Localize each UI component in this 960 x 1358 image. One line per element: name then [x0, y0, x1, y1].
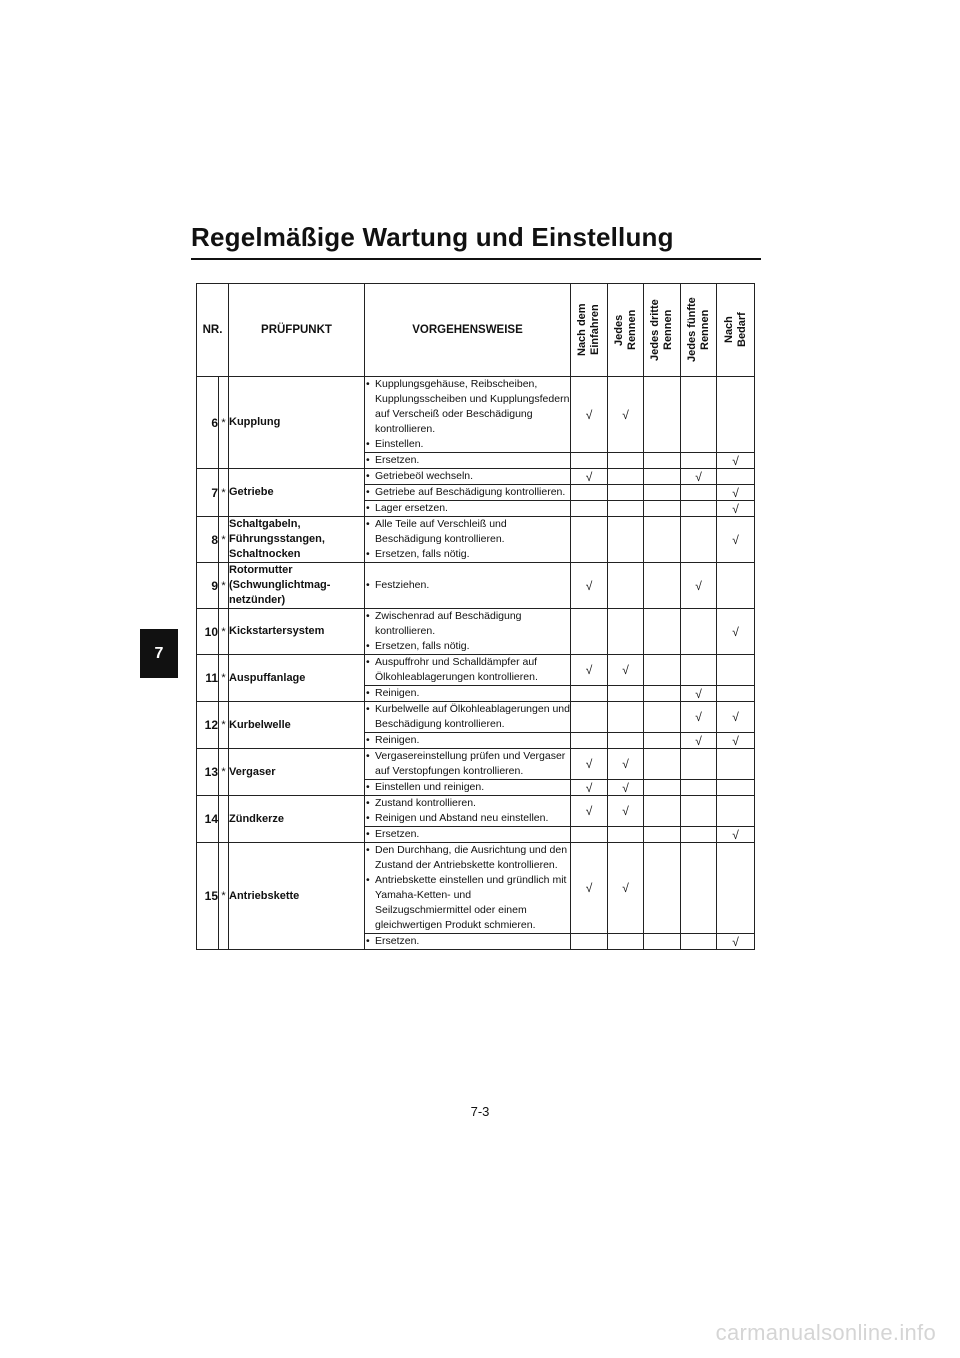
interval-cell: [608, 517, 644, 563]
interval-cell: [717, 843, 755, 934]
check-mark: √: [717, 827, 755, 843]
header-interval-every-race: Jedes Rennen: [608, 284, 644, 377]
check-mark: √: [681, 469, 717, 485]
check-item-line: netzünder): [229, 594, 286, 606]
table-row: [197, 469, 755, 485]
check-item: [229, 796, 365, 843]
check-item-line: Vergaser: [229, 765, 276, 778]
procedure-step: • Einstellen.: [365, 437, 570, 452]
procedure-step: • Reinigen und Abstand neu einstellen.: [365, 811, 570, 826]
check-mark: √: [681, 733, 717, 749]
procedure-cell: [365, 501, 571, 517]
table-row: [197, 609, 755, 655]
table-row: [197, 749, 755, 780]
page-number: 7-3: [470, 1104, 490, 1119]
row-number: 9: [197, 563, 219, 609]
check-item-line: Rotormutter: [229, 564, 293, 576]
procedure-cell: [365, 843, 571, 934]
interval-cell: [608, 827, 644, 843]
interval-cell: [717, 655, 755, 686]
row-number: 8: [197, 517, 219, 563]
check-mark: √: [608, 780, 644, 796]
table-row: [197, 702, 755, 733]
check-mark: √: [717, 733, 755, 749]
procedure-step: • Reinigen.: [365, 733, 570, 748]
interval-cell: [608, 702, 644, 733]
interval-cell: [717, 780, 755, 796]
dealer-service-marker: *: [219, 843, 229, 950]
interval-cell: [681, 780, 717, 796]
dealer-service-marker: *: [219, 655, 229, 702]
header-item: PRÜFPUNKT: [229, 284, 365, 377]
interval-cell: [571, 827, 608, 843]
check-item: [229, 609, 365, 655]
interval-cell: [644, 827, 681, 843]
interval-cell: [644, 780, 681, 796]
check-item-line: Kurbelwelle: [229, 718, 291, 731]
table-row: [197, 655, 755, 686]
check-item: [229, 702, 365, 749]
check-mark: √: [681, 563, 717, 609]
procedure-cell: [365, 609, 571, 655]
check-item: [229, 377, 365, 469]
watermark: carmanualsonline.info: [715, 1320, 936, 1345]
procedure-step: • Festziehen.: [365, 578, 570, 593]
dealer-service-marker: *: [219, 517, 229, 563]
check-item: [229, 563, 365, 609]
interval-cell: [681, 485, 717, 501]
procedure-cell: [365, 827, 571, 843]
interval-cell: [608, 469, 644, 485]
header-interval-as-required: Nach Bedarf: [717, 284, 755, 377]
interval-cell: [571, 609, 608, 655]
interval-cell: [571, 934, 608, 950]
interval-cell: [644, 501, 681, 517]
procedure-step: • Ersetzen.: [365, 934, 570, 949]
check-mark: √: [681, 686, 717, 702]
check-mark: √: [571, 749, 608, 780]
header-nr: NR.: [197, 284, 229, 377]
interval-cell: [608, 934, 644, 950]
page-title: Regelmäßige Wartung und Einstellung: [191, 222, 761, 260]
interval-cell: [644, 377, 681, 453]
dealer-service-marker: *: [219, 563, 229, 609]
interval-cell: [644, 563, 681, 609]
interval-cell: [644, 485, 681, 501]
table-body: [197, 377, 755, 950]
check-mark: √: [571, 796, 608, 827]
interval-cell: [608, 563, 644, 609]
header-procedure: VORGEHENSWEISE: [365, 284, 571, 377]
procedure-step: • Alle Teile auf Verschleiß und Beschädigung kontrollieren.: [365, 517, 570, 547]
procedure-step: • Ersetzen, falls nötig.: [365, 547, 570, 562]
check-item: [229, 655, 365, 702]
procedure-cell: [365, 469, 571, 485]
chapter-tab: 7: [140, 629, 178, 678]
interval-cell: [681, 749, 717, 780]
interval-cell: [571, 453, 608, 469]
dealer-service-marker: *: [219, 469, 229, 517]
row-number: 13: [197, 749, 219, 796]
interval-cell: [644, 609, 681, 655]
procedure-step: • Auspuffrohr und Schalldämpfer auf Ölkohleablagerungen kontrollieren.: [365, 655, 570, 685]
procedure-cell: [365, 780, 571, 796]
interval-cell: [717, 796, 755, 827]
procedure-cell: [365, 702, 571, 733]
interval-cell: [681, 934, 717, 950]
interval-cell: [571, 517, 608, 563]
interval-cell: [644, 843, 681, 934]
interval-cell: [717, 377, 755, 453]
interval-cell: [644, 733, 681, 749]
check-item: [229, 843, 365, 950]
procedure-step: • Zustand kontrollieren.: [365, 796, 570, 811]
dealer-service-marker: *: [219, 749, 229, 796]
procedure-step: • Einstellen und reinigen.: [365, 780, 570, 795]
check-mark: √: [717, 517, 755, 563]
check-item: [229, 749, 365, 796]
table-row: [197, 377, 755, 453]
table-row: [197, 563, 755, 609]
check-mark: √: [717, 501, 755, 517]
check-item-line: Führungsstangen,: [229, 533, 325, 545]
check-item: [229, 469, 365, 517]
interval-cell: [717, 686, 755, 702]
procedure-cell: [365, 485, 571, 501]
procedure-step: • Ersetzen, falls nötig.: [365, 639, 570, 654]
check-mark: √: [571, 469, 608, 485]
interval-cell: [571, 501, 608, 517]
interval-cell: [644, 655, 681, 686]
procedure-step: • Den Durchhang, die Ausrichtung und den Zustand der Antriebskette kontrollieren.: [365, 843, 570, 873]
procedure-cell: [365, 655, 571, 686]
check-item-line: Zündkerze: [229, 812, 285, 825]
interval-cell: [681, 453, 717, 469]
header-interval-every-third-race: Jedes dritte Rennen: [644, 284, 681, 377]
row-number: 12: [197, 702, 219, 749]
interval-cell: [608, 686, 644, 702]
interval-cell: [644, 702, 681, 733]
dealer-service-marker: *: [219, 702, 229, 749]
table-header-row: [197, 284, 755, 377]
interval-cell: [644, 796, 681, 827]
check-item-line: Auspuffanlage: [229, 671, 306, 684]
procedure-step: • Kurbelwelle auf Ölkohleablagerungen und Beschädigung kontrollieren.: [365, 702, 570, 732]
procedure-cell: [365, 934, 571, 950]
procedure-step: • Lager ersetzen.: [365, 501, 570, 516]
procedure-step: • Kupplungsgehäuse, Reibscheiben, Kupplungsscheiben und Kupplungsfedern auf Verscheiß oder Beschädigung kontrollieren.: [365, 377, 570, 437]
interval-cell: [681, 377, 717, 453]
check-mark: √: [571, 563, 608, 609]
check-item-line: Getriebe: [229, 486, 274, 498]
interval-cell: [571, 702, 608, 733]
check-mark: √: [608, 843, 644, 934]
dealer-service-marker: *: [219, 609, 229, 655]
check-mark: √: [717, 702, 755, 733]
row-number: 15: [197, 843, 219, 950]
check-item-line: Kupplung: [229, 416, 281, 428]
check-item-line: (Schwunglichtmag-: [229, 579, 331, 591]
check-mark: √: [571, 780, 608, 796]
interval-cell: [608, 609, 644, 655]
procedure-step: • Reinigen.: [365, 686, 570, 701]
interval-cell: [681, 609, 717, 655]
interval-cell: [681, 827, 717, 843]
interval-cell: [608, 733, 644, 749]
check-mark: √: [717, 609, 755, 655]
table-row: [197, 517, 755, 563]
interval-cell: [717, 749, 755, 780]
row-number: 10: [197, 609, 219, 655]
procedure-cell: [365, 686, 571, 702]
interval-cell: [717, 563, 755, 609]
procedure-step: • Getriebeöl wechseln.: [365, 469, 570, 484]
check-mark: √: [717, 485, 755, 501]
procedure-cell: [365, 563, 571, 609]
check-mark: √: [608, 377, 644, 453]
row-number: 14: [197, 796, 219, 843]
check-mark: √: [717, 453, 755, 469]
interval-cell: [681, 796, 717, 827]
check-mark: √: [608, 796, 644, 827]
interval-cell: [644, 749, 681, 780]
interval-cell: [608, 485, 644, 501]
interval-cell: [644, 686, 681, 702]
interval-cell: [608, 453, 644, 469]
row-number: 6: [197, 377, 219, 469]
interval-cell: [681, 843, 717, 934]
procedure-cell: [365, 517, 571, 563]
interval-cell: [644, 453, 681, 469]
check-item-line: Kickstartersystem: [229, 625, 325, 637]
check-item-line: Schaltgabeln,: [229, 518, 301, 530]
procedure-step: • Getriebe auf Beschädigung kontrollieren.: [365, 485, 570, 500]
check-mark: √: [571, 377, 608, 453]
procedure-cell: [365, 377, 571, 453]
header-interval-every-fifth-race: Jedes fünfte Rennen: [681, 284, 717, 377]
check-mark: √: [571, 843, 608, 934]
row-number: 7: [197, 469, 219, 517]
check-item-line: Antriebskette: [229, 889, 300, 902]
procedure-cell: [365, 749, 571, 780]
dealer-service-marker: [219, 796, 229, 843]
interval-cell: [644, 934, 681, 950]
interval-cell: [571, 686, 608, 702]
row-number: 11: [197, 655, 219, 702]
check-mark: √: [608, 749, 644, 780]
table-row: [197, 796, 755, 827]
procedure-cell: [365, 796, 571, 827]
interval-cell: [681, 517, 717, 563]
interval-cell: [608, 501, 644, 517]
procedure-step: • Ersetzen.: [365, 453, 570, 468]
procedure-step: • Zwischenrad auf Beschädigung kontrollieren.: [365, 609, 570, 639]
interval-cell: [717, 469, 755, 485]
check-mark: √: [681, 702, 717, 733]
check-mark: √: [608, 655, 644, 686]
check-mark: √: [717, 934, 755, 950]
interval-cell: [681, 655, 717, 686]
procedure-step: • Antriebskette einstellen und gründlich mit Yamaha-Ketten- und Seilzugschmiermittel oder einem gleichwertigen Produkt schmieren.: [365, 873, 570, 933]
check-mark: √: [571, 655, 608, 686]
interval-cell: [681, 501, 717, 517]
interval-cell: [644, 517, 681, 563]
procedure-cell: [365, 453, 571, 469]
table-row: [197, 843, 755, 934]
procedure-step: • Vergasereinstellung prüfen und Vergaser auf Verstopfungen kontrollieren.: [365, 749, 570, 779]
interval-cell: [571, 733, 608, 749]
interval-cell: [571, 485, 608, 501]
header-interval-break-in: Nach dem Einfahren: [571, 284, 608, 377]
check-item: [229, 517, 365, 563]
check-item-line: Schaltnocken: [229, 548, 301, 560]
dealer-service-marker: *: [219, 377, 229, 469]
interval-cell: [644, 469, 681, 485]
maintenance-table: [196, 283, 755, 950]
procedure-cell: [365, 733, 571, 749]
procedure-step: • Ersetzen.: [365, 827, 570, 842]
